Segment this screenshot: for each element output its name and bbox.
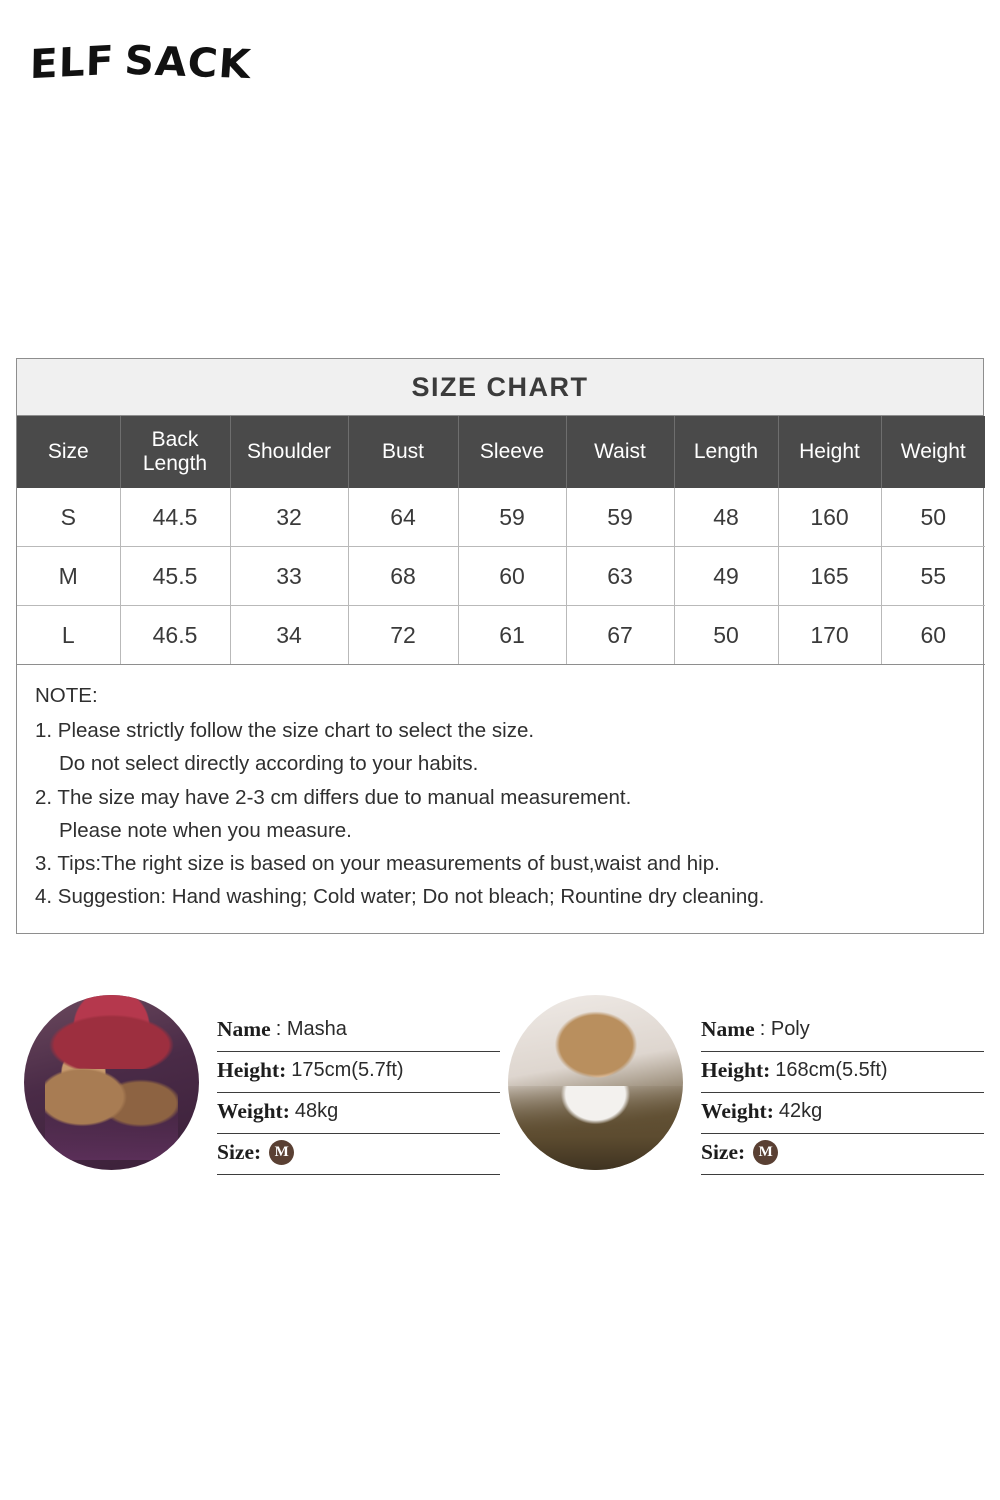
- model-card-masha: [16, 995, 500, 1175]
- cell-bust: 68: [348, 547, 458, 606]
- cell-size: M: [17, 547, 120, 606]
- model-photo-masha: [24, 995, 199, 1170]
- table-header-row: [17, 416, 985, 488]
- model-weight-label: Weight:: [217, 1099, 290, 1124]
- model-height-value: 175cm(5.7ft): [291, 1059, 404, 1082]
- cell-waist: 67: [566, 606, 674, 665]
- cell-shoulder: 33: [230, 547, 348, 606]
- cell-shoulder: 34: [230, 606, 348, 665]
- model-height-label: Height:: [217, 1058, 287, 1083]
- table-row: [17, 488, 985, 547]
- model-name-value: : Poly: [759, 1018, 810, 1040]
- cell-weight: 50: [881, 488, 985, 547]
- model-weight-row: [701, 1093, 984, 1134]
- column-header-size: Size: [17, 416, 120, 488]
- model-height-value: 168cm(5.5ft): [775, 1059, 888, 1082]
- avatar: [508, 995, 683, 1170]
- size-chart-table: [17, 416, 985, 665]
- model-card-poly: [500, 995, 984, 1175]
- note-line-3: 3. Tips:The right size is based on your measurements of bust,waist and hip.: [35, 852, 720, 876]
- brand-logo-part2: SACK: [123, 37, 254, 89]
- model-details: [217, 995, 500, 1175]
- cell-sleeve: 61: [458, 606, 566, 665]
- model-weight-value: 42kg: [778, 1100, 823, 1123]
- model-name-value: : Masha: [275, 1018, 347, 1040]
- column-header-bust: Bust: [348, 416, 458, 488]
- note-line-4: 4. Suggestion: Hand washing; Cold water; Do not bleach; Rountine dry cleaning.: [35, 885, 765, 909]
- column-header-back-length: Back Length: [120, 416, 230, 488]
- model-name-row: [701, 1011, 984, 1052]
- cell-sleeve: 60: [458, 547, 566, 606]
- column-header-waist: Waist: [566, 416, 674, 488]
- cell-height: 165: [778, 547, 881, 606]
- cell-weight: 55: [881, 547, 985, 606]
- column-header-length: Length: [674, 416, 778, 488]
- size-chart-panel: [16, 358, 984, 934]
- model-details: [701, 995, 984, 1175]
- size-chart-note: [17, 665, 983, 933]
- note-line-2b: Please note when you measure.: [59, 818, 352, 842]
- cell-sleeve: 59: [458, 488, 566, 547]
- avatar: [24, 995, 199, 1170]
- cell-shoulder: 32: [230, 488, 348, 547]
- cell-weight: 60: [881, 606, 985, 665]
- model-height-row: [701, 1052, 984, 1093]
- column-header-sleeve: Sleeve: [458, 416, 566, 488]
- cell-length: 50: [674, 606, 778, 665]
- size-badge: M: [269, 1140, 294, 1165]
- cell-bust: 64: [348, 488, 458, 547]
- cell-length: 49: [674, 547, 778, 606]
- model-size-label: Size:: [701, 1140, 746, 1165]
- model-height-label: Height:: [701, 1058, 771, 1083]
- column-header-shoulder: Shoulder: [230, 416, 348, 488]
- model-size-row: [217, 1134, 500, 1175]
- cell-height: 160: [778, 488, 881, 547]
- note-line-1b: Do not select directly according to your habits.: [59, 752, 479, 776]
- note-line-2: 2. The size may have 2-3 cm differs due to manual measurement.: [35, 785, 632, 809]
- cell-waist: 63: [566, 547, 674, 606]
- cell-back-length: 45.5: [120, 547, 230, 606]
- note-line-1: 1. Please strictly follow the size chart to select the size.: [35, 719, 535, 743]
- column-header-weight: Weight: [881, 416, 985, 488]
- model-name-label: Name: [701, 1017, 755, 1041]
- model-weight-label: Weight:: [701, 1099, 774, 1124]
- model-info-section: [16, 995, 984, 1175]
- cell-waist: 59: [566, 488, 674, 547]
- model-photo-poly: [508, 995, 683, 1170]
- size-chart-title: SIZE CHART: [17, 359, 983, 416]
- model-name-label: Name: [217, 1017, 271, 1041]
- cell-size: L: [17, 606, 120, 665]
- column-header-height: Height: [778, 416, 881, 488]
- model-size-row: [701, 1134, 984, 1175]
- brand-logo-part1: ELF: [29, 37, 115, 89]
- model-name-row: [217, 1011, 500, 1052]
- cell-size: S: [17, 488, 120, 547]
- model-weight-value: 48kg: [294, 1100, 339, 1123]
- brand-logo: [29, 37, 254, 89]
- cell-height: 170: [778, 606, 881, 665]
- model-height-row: [217, 1052, 500, 1093]
- cell-back-length: 46.5: [120, 606, 230, 665]
- model-weight-row: [217, 1093, 500, 1134]
- table-row: [17, 547, 985, 606]
- table-row: [17, 606, 985, 665]
- note-heading: NOTE:: [35, 684, 98, 707]
- cell-bust: 72: [348, 606, 458, 665]
- model-size-label: Size:: [217, 1140, 262, 1165]
- cell-back-length: 44.5: [120, 488, 230, 547]
- size-badge: M: [753, 1140, 778, 1165]
- cell-length: 48: [674, 488, 778, 547]
